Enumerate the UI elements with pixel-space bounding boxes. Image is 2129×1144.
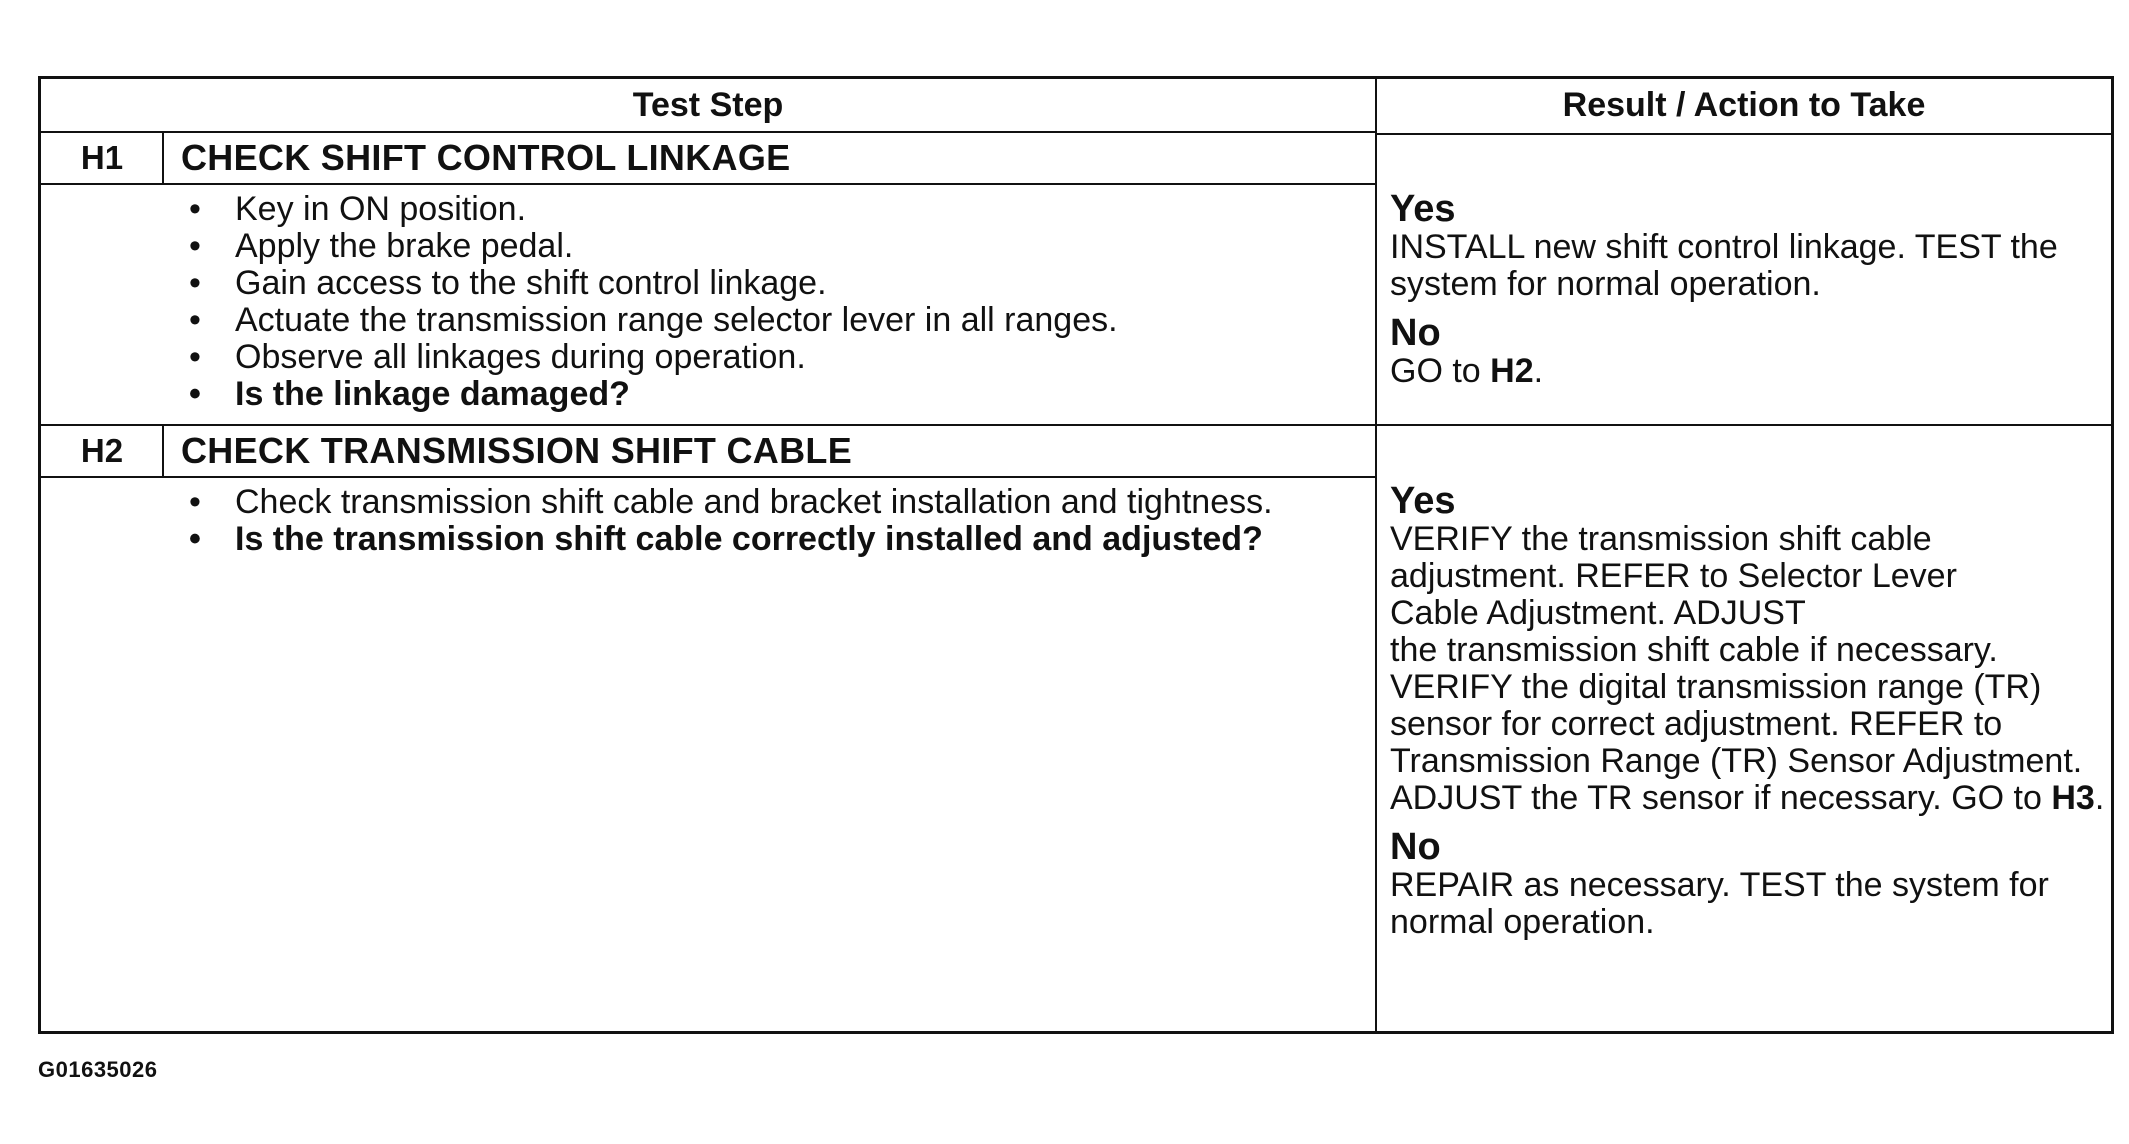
step-title-h1: CHECK SHIFT CONTROL LINKAGE [181, 137, 791, 178]
header-divider-right [1375, 133, 2111, 135]
action-yes-h1: INSTALL new shift control linkage. TEST the system for normal operation. [1390, 228, 2058, 303]
title-divider-h1 [41, 183, 1375, 185]
list-item: • Observe all linkages during operation. [189, 338, 806, 376]
step-question-h2: • Is the transmission shift cable correctly installed and adjusted? [189, 520, 1263, 558]
step-ref-h3: H3 [2051, 779, 2095, 817]
step-list-h2 [181, 484, 1301, 558]
step-id-h1: H1 [80, 139, 124, 176]
step-id-h2: H2 [80, 432, 124, 469]
action-no-h1: GO to H2. [1390, 352, 1544, 390]
action-yes-h2-line2: the transmission shift cable if necessary. VERIFY the digital transmission range (TR) sensor for correct adjustment. REFER to Transmission Range (TR) Sensor Adjustment. [1390, 631, 2083, 780]
step-title-h2: CHECK TRANSMISSION SHIFT CABLE [181, 430, 853, 471]
result-h1 [1390, 189, 2110, 400]
action-yes-h2-line1: VERIFY the transmission shift cable adjustment. REFER to Selector Lever Cable Adjustment. ADJUST [1390, 520, 1957, 632]
list-item: • Apply the brake pedal. [189, 227, 574, 265]
step-list-h1 [181, 191, 1118, 413]
action-no-h2: REPAIR as necessary. TEST the system for normal operation. [1390, 866, 2049, 941]
column-divider [1375, 79, 1377, 1031]
list-item: • Check transmission shift cable and bracket installation and tightness. [189, 483, 1273, 521]
answer-no-h2: No [1390, 826, 1441, 868]
step-question-h1: • Is the linkage damaged? [189, 375, 630, 413]
step-id-divider-h1 [162, 131, 164, 183]
answer-yes-h1: Yes [1390, 188, 1456, 230]
answer-yes-h2: Yes [1390, 480, 1456, 522]
step-ref-h2: H2 [1490, 352, 1534, 390]
header-test-step: Test Step [632, 85, 784, 124]
result-h2 [1390, 481, 2110, 941]
list-item: • Actuate the transmission range selector lever in all ranges. [189, 301, 1118, 339]
diagnostic-table [38, 76, 2114, 1034]
list-item: • Key in ON position. [189, 190, 527, 228]
step-id-divider-h2 [162, 424, 164, 476]
list-item: • Gain access to the shift control linkage. [189, 264, 827, 302]
header-result-action: Result / Action to Take [1562, 85, 1926, 124]
title-divider-h2 [41, 476, 1375, 478]
action-yes-h2-line3: ADJUST the TR sensor if necessary. GO to H3. [1390, 779, 2105, 817]
answer-no-h1: No [1390, 312, 1441, 354]
figure-code: G01635026 [38, 1057, 158, 1082]
